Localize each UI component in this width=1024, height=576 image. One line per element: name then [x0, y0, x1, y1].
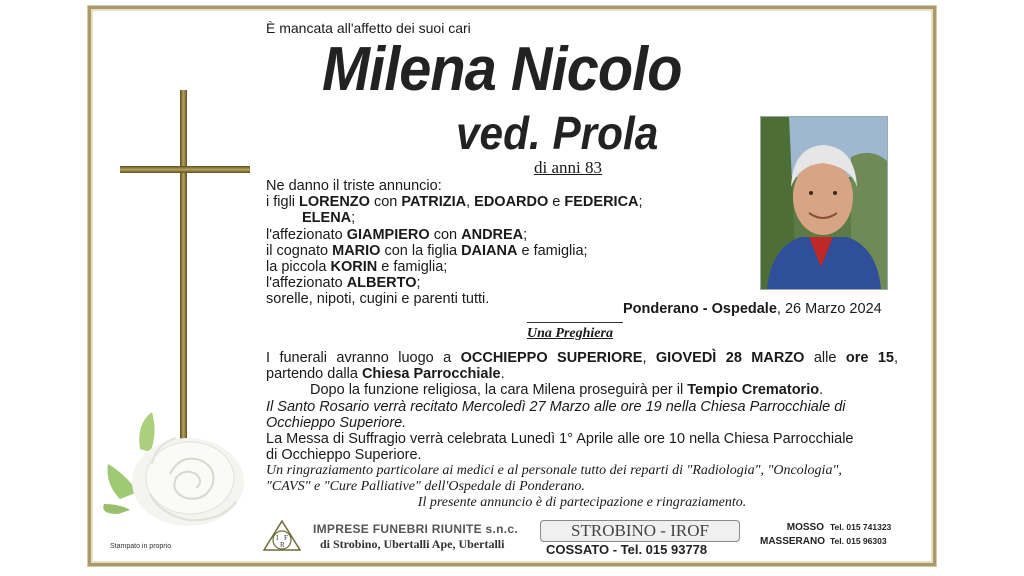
announcement-line: [266, 275, 643, 291]
text: ,: [642, 350, 656, 366]
divider: [527, 322, 623, 323]
contact-place: MASSERANO: [760, 535, 826, 547]
funeral-place: OCCHIEPPO SUPERIORE: [460, 350, 643, 366]
announcement-intro: Ne danno il triste annuncio:: [266, 178, 442, 194]
relative-name: FEDERICA: [564, 194, 639, 211]
rosary-line: Il Santo Rosario verrà recitato Mercoledì 27 Marzo alle ore 19 nella Chiesa Parrocchiale di: [266, 398, 846, 415]
closing-line: Il presente annuncio è di partecipazione e ringraziamento.: [417, 495, 747, 511]
text: con la figlia: [380, 242, 462, 259]
age-text: di anni 83: [534, 158, 602, 177]
cossato-phone: COSSATO - Tel. 015 93778: [546, 542, 708, 557]
announcement-line: [266, 259, 643, 275]
prayer-heading: Una Preghiera: [527, 326, 613, 341]
funeral-home-owners: di Strobino, Ubertalli Ape, Ubertalli: [320, 537, 505, 551]
announcement-line: [266, 227, 643, 243]
funeral-details: [266, 350, 898, 511]
relative-name: DAIANA: [461, 242, 518, 259]
text: i figli: [266, 194, 300, 211]
text: ;: [351, 210, 356, 227]
funeral-day: GIOVEDÌ 28 MARZO: [655, 350, 805, 366]
text: ;: [416, 275, 421, 292]
text: partendo dalla: [266, 366, 362, 383]
contact-place: MOSSO: [786, 522, 824, 533]
announcement-line: [266, 178, 643, 194]
place: Ponderano - Ospedale: [623, 301, 777, 317]
mass-line: di Occhieppo Superiore.: [266, 447, 422, 464]
logo-letter: R: [280, 541, 285, 549]
widow-name: ved. Prola: [456, 107, 659, 159]
announcement-block: [266, 178, 643, 308]
text: ,: [893, 350, 898, 366]
text: alle: [804, 350, 846, 366]
relative-name: EDOARDO: [474, 194, 549, 211]
text: con: [429, 226, 462, 243]
text: e famiglia;: [377, 259, 448, 276]
funeral-home-logo-icon: [262, 520, 302, 552]
mass-line: La Messa di Suffragio verrà celebrata Lunedì 1° Aprile alle ore 10 nella Chiesa Parrocchiale: [266, 431, 854, 448]
deceased-photo: [760, 116, 888, 290]
text: I funerali avranno luogo a: [266, 350, 461, 366]
text: e famiglia;: [517, 242, 588, 259]
relative-name: PATRIZIA: [401, 194, 467, 211]
relative-name: GIAMPIERO: [346, 226, 430, 243]
printed-note: Stampato in proprio: [110, 543, 172, 550]
contact-row: [760, 521, 891, 535]
contacts-block: [760, 521, 891, 548]
contact-tel: Tel. 015 741323: [830, 522, 892, 532]
date: , 26 Marzo 2024: [776, 301, 882, 317]
logo-letter: F: [284, 534, 288, 542]
text: .: [500, 366, 505, 383]
text: la piccola: [266, 259, 331, 276]
thanks-line: "CAVS" e "Cure Palliative" dell'Ospedale di Ponderano.: [266, 479, 585, 495]
announcement-line: [266, 291, 643, 307]
text: .: [819, 382, 824, 399]
funeral-line: [266, 382, 898, 398]
strobino-label: STROBINO - IROF: [540, 520, 740, 542]
church: Chiesa Parrocchiale: [361, 366, 501, 383]
cross-icon: [110, 86, 260, 446]
announcement-line: [266, 194, 643, 210]
relative-name: ELENA: [302, 210, 352, 227]
text: l'affezionato: [266, 275, 347, 292]
relative-name: ALBERTO: [346, 275, 417, 292]
announcement-line: [266, 210, 643, 226]
text: ;: [638, 194, 643, 211]
rosary-line: Occhieppo Superiore.: [266, 414, 407, 431]
crematorium: Tempio Crematorio: [687, 382, 820, 399]
text: ;: [523, 226, 528, 243]
text: con: [369, 194, 402, 211]
place-date: [623, 301, 882, 317]
text: ,: [466, 194, 475, 211]
funeral-line: [266, 350, 898, 366]
relative-name: ANDREA: [461, 226, 524, 243]
relative-name: MARIO: [332, 242, 381, 259]
funeral-home-name: IMPRESE FUNEBRI RIUNITE s.n.c.: [313, 522, 519, 536]
relative-name: LORENZO: [299, 194, 370, 211]
thanks-line: Un ringraziamento particolare ai medici e al personale tutto dei reparti di "Radiologia", "Oncologia",: [266, 463, 842, 479]
text: l'affezionato: [266, 226, 347, 243]
text: Dopo la funzione religiosa, la cara Milena proseguirà per il: [310, 382, 688, 399]
contact-row: [760, 535, 891, 549]
text: sorelle, nipoti, cugini e parenti tutti.: [266, 291, 490, 308]
text: il cognato: [266, 242, 333, 259]
funeral-time: ore 15: [845, 350, 894, 366]
funeral-line: [266, 366, 898, 382]
rose-icon: [100, 404, 250, 534]
logo-letter: I: [276, 534, 279, 542]
deceased-name: Milena Nicolo: [322, 35, 682, 104]
announcement-line: [266, 243, 643, 259]
intro-text: È mancata all'affetto dei suoi cari: [266, 20, 471, 36]
relative-name: KORIN: [330, 259, 378, 276]
text: e: [548, 194, 565, 211]
contact-tel: Tel. 015 96303: [830, 535, 887, 546]
